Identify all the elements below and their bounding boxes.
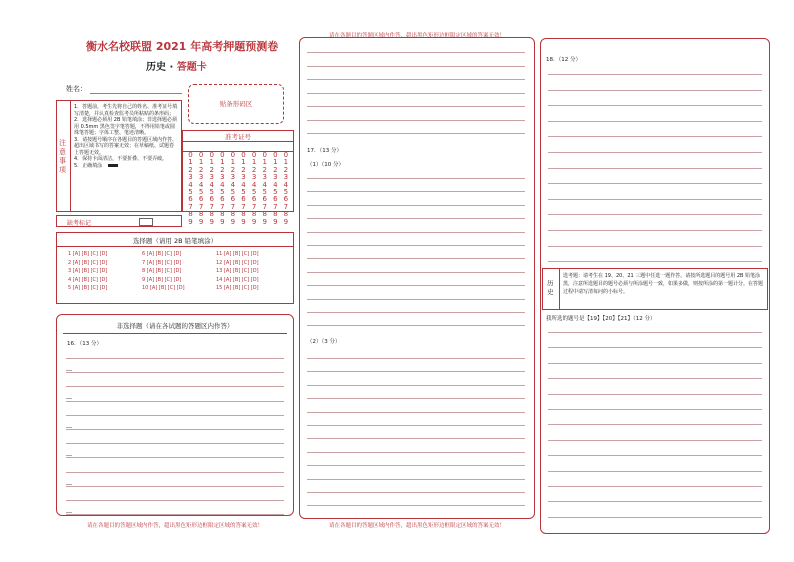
answer-line[interactable] bbox=[548, 517, 762, 518]
exam-number-digit-bubble[interactable]: 1 bbox=[251, 158, 257, 167]
exam-number-digit-bubble[interactable]: 7 bbox=[198, 202, 204, 211]
answer-line[interactable] bbox=[548, 246, 762, 247]
exam-number-digit-bubble[interactable]: 8 bbox=[251, 210, 257, 219]
answer-line[interactable] bbox=[307, 106, 525, 107]
question-16-label: 16．（13 分） bbox=[67, 341, 102, 347]
answer-line[interactable] bbox=[307, 133, 525, 134]
mcq-question-row[interactable]: 10 [A] [B] [C] [D] bbox=[142, 285, 185, 292]
answer-line[interactable] bbox=[307, 232, 525, 233]
subject-heading bbox=[146, 58, 207, 73]
note-item-3: 3．请按题号顺序在各题目的答题区域内作答，超出区域书写的答案无效；在草稿纸、试题卷上答题无效。 bbox=[74, 136, 178, 156]
exam-number-column[interactable] bbox=[207, 152, 216, 226]
exam-number-digit-bubble[interactable]: 9 bbox=[262, 217, 267, 226]
exam-number-digit-bubble[interactable]: 6 bbox=[273, 195, 278, 204]
answer-line[interactable] bbox=[548, 471, 762, 472]
exam-number-digit-bubble[interactable]: 8 bbox=[230, 210, 236, 219]
answer-line[interactable] bbox=[307, 178, 525, 179]
answer-line[interactable] bbox=[66, 372, 284, 373]
exam-number-digit-bubble[interactable]: 1 bbox=[209, 158, 214, 167]
blank-mark: __ bbox=[66, 420, 72, 428]
exam-number-digit-bubble[interactable]: 4 bbox=[273, 180, 278, 189]
exam-number-digit-bubble[interactable]: 8 bbox=[283, 210, 289, 219]
answer-line[interactable] bbox=[307, 191, 525, 192]
answer-line[interactable] bbox=[548, 394, 762, 395]
mcq-question-row[interactable]: 12 [A] [B] [C] [D] bbox=[216, 259, 259, 266]
note-item-5: 5．正确填涂 bbox=[74, 163, 178, 170]
top-warning-col2: 请在各题目的答题区域内作答，超出黑色矩形边框限定区域的答案无效！ bbox=[328, 33, 505, 39]
exam-number-digit-bubble[interactable]: 4 bbox=[262, 180, 267, 189]
exam-number-digit-bubble[interactable]: 7 bbox=[283, 202, 289, 211]
answer-line[interactable] bbox=[307, 285, 525, 286]
exam-number-digit-bubble[interactable]: 0 bbox=[198, 151, 204, 159]
exam-number-digit-bubble[interactable]: 0 bbox=[188, 151, 193, 159]
exam-number-digit-bubble[interactable]: 0 bbox=[230, 151, 236, 159]
answer-line[interactable] bbox=[548, 455, 762, 456]
exam-number-digit-bubble[interactable]: 5 bbox=[230, 188, 236, 197]
exam-number-digit-bubble[interactable]: 9 bbox=[220, 217, 225, 226]
answer-line[interactable] bbox=[307, 272, 525, 273]
exam-number-digit-bubble[interactable]: 3 bbox=[251, 173, 257, 182]
nonmcq-heading: 非选择题（请在各试题的答题区内作答） bbox=[116, 322, 234, 330]
blank-mark: __ bbox=[66, 506, 72, 513]
exam-number-column[interactable] bbox=[271, 152, 280, 226]
exam-number-digit-bubble[interactable]: 1 bbox=[262, 158, 267, 167]
mcq-heading: 选择题（请用 2B 铅笔填涂） bbox=[132, 237, 218, 245]
exam-title: 衡水名校联盟 2021 年高考押题预测卷 bbox=[86, 40, 279, 53]
answer-line[interactable] bbox=[548, 230, 762, 231]
answer-line[interactable] bbox=[548, 261, 762, 262]
exam-number-digit-bubble[interactable]: 5 bbox=[209, 188, 214, 197]
answer-line[interactable] bbox=[548, 214, 762, 215]
question-17-part1-label: （1）（10 分） bbox=[307, 162, 344, 168]
name-label: 姓名： bbox=[66, 85, 87, 93]
exam-number-digit-bubble[interactable]: 0 bbox=[251, 151, 257, 159]
question-17-label: 17．（13 分） bbox=[307, 148, 342, 154]
exam-number-digit-bubble[interactable]: 3 bbox=[273, 173, 278, 182]
exam-number-digit-bubble[interactable]: 7 bbox=[251, 202, 257, 211]
exam-number-digit-bubble[interactable]: 9 bbox=[209, 217, 214, 226]
answer-line[interactable] bbox=[307, 245, 525, 246]
exam-number-digit-bubble[interactable]: 5 bbox=[188, 188, 193, 197]
answer-line[interactable] bbox=[548, 121, 762, 122]
answer-line[interactable] bbox=[307, 438, 525, 439]
absent-checkbox[interactable] bbox=[139, 218, 153, 226]
mcq-question-row[interactable]: 15 [A] [B] [C] [D] bbox=[216, 285, 259, 292]
answer-line[interactable] bbox=[307, 371, 525, 372]
exam-number-digit-bubble[interactable]: 8 bbox=[273, 210, 278, 219]
exam-number-digit-bubble[interactable]: 8 bbox=[241, 210, 246, 219]
exam-number-digit-bubble[interactable]: 2 bbox=[209, 165, 214, 174]
answer-line[interactable] bbox=[307, 93, 525, 94]
exam-number-digit-bubble[interactable]: 8 bbox=[209, 210, 214, 219]
exam-number-digit-bubble[interactable]: 4 bbox=[241, 180, 246, 189]
exam-number-digit-bubble[interactable]: 2 bbox=[220, 165, 225, 174]
answer-line[interactable] bbox=[307, 398, 525, 399]
answer-line[interactable] bbox=[307, 312, 525, 313]
exam-number-digit-bubble[interactable]: 6 bbox=[198, 195, 204, 204]
answer-line[interactable] bbox=[66, 443, 284, 444]
answer-line[interactable] bbox=[307, 52, 525, 53]
barcode-label: 贴条形码区 bbox=[219, 100, 253, 108]
answer-line[interactable] bbox=[548, 424, 762, 425]
mcq-question-row[interactable]: 4 [A] [B] [C] [D] bbox=[68, 276, 108, 283]
exam-number-digit-bubble[interactable]: 8 bbox=[198, 210, 204, 219]
exam-number-column[interactable] bbox=[239, 152, 248, 226]
answer-card-label: 答题卡 bbox=[176, 62, 207, 73]
exam-number-column[interactable] bbox=[218, 152, 227, 226]
elective-box bbox=[542, 268, 768, 310]
exam-number-digit-bubble[interactable]: 4 bbox=[220, 180, 225, 189]
mcq-question-row[interactable]: 14 [A] [B] [C] [D] bbox=[216, 276, 259, 283]
subject-name: 历史 bbox=[146, 62, 166, 73]
exam-number-digit-bubble[interactable]: 3 bbox=[209, 173, 214, 182]
exam-number-digit-bubble[interactable]: 0 bbox=[283, 151, 289, 159]
exam-number-column[interactable] bbox=[197, 152, 206, 226]
exam-number-digit-bubble[interactable]: 7 bbox=[273, 202, 278, 211]
answer-line[interactable] bbox=[548, 152, 762, 153]
exam-number-digit-bubble[interactable]: 7 bbox=[230, 202, 236, 211]
mcq-question-row[interactable]: 11 [A] [B] [C] [D] bbox=[216, 251, 259, 257]
exam-number-digit-bubble[interactable]: 6 bbox=[283, 195, 289, 204]
answer-line[interactable] bbox=[548, 199, 762, 200]
exam-number-digit-bubble[interactable]: 4 bbox=[283, 180, 289, 189]
barcode-area bbox=[188, 84, 284, 124]
exam-number-digit-bubble[interactable]: 1 bbox=[230, 158, 236, 167]
elective-subject: 历史 bbox=[547, 279, 554, 296]
answer-line[interactable] bbox=[548, 183, 762, 184]
exam-number-digit-bubble[interactable]: 4 bbox=[209, 180, 214, 189]
answer-line[interactable] bbox=[307, 299, 525, 300]
exam-number-digit-bubble[interactable]: 9 bbox=[230, 217, 236, 226]
exam-number-digit-bubble[interactable]: 4 bbox=[198, 180, 204, 189]
exam-number-digit-bubble[interactable]: 5 bbox=[198, 188, 204, 197]
mcq-question-row[interactable]: 8 [A] [B] [C] [D] bbox=[142, 268, 182, 275]
exam-number-digit-bubble[interactable]: 5 bbox=[220, 188, 225, 197]
exam-number-digit-bubble[interactable]: 8 bbox=[262, 210, 267, 219]
note-item-2: 2．选择题必须用 2B 铅笔填涂；非选择题必须用 0.5mm 黑色签字笔答题，不得用铅笔或圆珠笔答题；字体工整、笔迹清晰。 bbox=[74, 117, 177, 136]
blank-mark: __ bbox=[66, 364, 72, 371]
exam-number-digit-bubble[interactable]: 0 bbox=[209, 151, 214, 159]
exam-number-digit-bubble[interactable]: 2 bbox=[251, 165, 257, 174]
exam-number-digit-bubble[interactable]: 9 bbox=[273, 217, 278, 226]
exam-number-digit-bubble[interactable]: 0 bbox=[273, 151, 278, 159]
exam-number-digit-bubble[interactable]: 7 bbox=[220, 202, 225, 211]
answer-line[interactable] bbox=[307, 79, 525, 80]
mcq-question-row[interactable]: 6 [A] [B] [C] [D] bbox=[142, 251, 182, 257]
exam-number-digit-bubble[interactable]: 1 bbox=[220, 158, 225, 167]
exam-number-digit-bubble[interactable]: 9 bbox=[241, 217, 246, 226]
question-17-part2-label: （2）（3 分） bbox=[307, 339, 341, 345]
answer-line[interactable] bbox=[307, 358, 525, 359]
answer-line[interactable] bbox=[307, 218, 525, 219]
exam-number-digit-bubble[interactable]: 1 bbox=[283, 158, 289, 167]
exam-number-digit-bubble[interactable]: 3 bbox=[283, 173, 289, 182]
answer-line[interactable] bbox=[548, 409, 762, 410]
exam-number-digit-bubble[interactable]: 4 bbox=[230, 180, 236, 189]
exam-number-digit-bubble[interactable]: 0 bbox=[262, 151, 267, 159]
absent-label: 缺考标记 bbox=[67, 220, 92, 227]
exam-number-column[interactable] bbox=[228, 152, 237, 226]
answer-line[interactable] bbox=[307, 452, 525, 453]
subject-separator: · bbox=[169, 62, 174, 73]
exam-number-digit-bubble[interactable]: 7 bbox=[209, 202, 214, 211]
blank-mark: __ bbox=[66, 449, 72, 457]
answer-line[interactable] bbox=[548, 74, 762, 75]
exam-number-digit-bubble[interactable]: 0 bbox=[241, 151, 246, 159]
exam-number-heading: 准考证号 bbox=[225, 133, 251, 141]
answer-line[interactable] bbox=[66, 514, 284, 515]
answer-line[interactable] bbox=[66, 500, 284, 501]
exam-number-digit-bubble[interactable]: 6 bbox=[230, 195, 236, 204]
elective-instructions: 选考题：请考生在 19、20、21 三题中任选一题作答。请按所选题目的题号用 2B 铅笔涂黑，注意所选题目的题号必须与所涂题号一致，如果多做，则按所涂的第一题计分。在答题过程中请写清每问的小标号。 bbox=[563, 273, 764, 295]
exam-number-digit-bubble[interactable]: 1 bbox=[198, 158, 204, 167]
answer-line[interactable] bbox=[548, 363, 762, 364]
exam-number-digit-bubble[interactable]: 2 bbox=[273, 165, 278, 174]
exam-number-digit-bubble[interactable]: 3 bbox=[262, 173, 267, 182]
answer-line[interactable] bbox=[307, 492, 525, 493]
exam-number-digit-bubble[interactable]: 7 bbox=[262, 202, 267, 211]
question-18-label: 18．（12 分） bbox=[546, 57, 581, 63]
answer-line[interactable] bbox=[307, 66, 525, 67]
blank-mark: __ bbox=[66, 477, 72, 485]
note-item-4: 4．保持卡面清洁，不要折叠、不要弄破。 bbox=[74, 156, 168, 162]
exam-number-digit-bubble[interactable]: 2 bbox=[230, 165, 236, 174]
answer-line[interactable] bbox=[307, 505, 525, 506]
answer-line[interactable] bbox=[307, 479, 525, 480]
exam-number-digit-bubble[interactable]: 3 bbox=[241, 173, 246, 182]
answer-line[interactable] bbox=[548, 440, 762, 441]
answer-line[interactable] bbox=[66, 358, 284, 359]
answer-line[interactable] bbox=[66, 386, 284, 387]
answer-line[interactable] bbox=[66, 415, 284, 416]
elective-choice[interactable]: 我所选的题号是【19】【20】【21】（12 分） bbox=[546, 316, 656, 322]
answer-line[interactable] bbox=[307, 412, 525, 413]
exam-number-digit-bubble[interactable]: 4 bbox=[188, 180, 193, 189]
exam-number-digit-bubble[interactable]: 5 bbox=[283, 188, 289, 197]
exam-number-digit-bubble[interactable]: 8 bbox=[188, 210, 193, 219]
exam-number-digit-bubble[interactable]: 6 bbox=[241, 195, 246, 204]
answer-line[interactable] bbox=[548, 105, 762, 106]
exam-number-digit-bubble[interactable]: 2 bbox=[262, 165, 267, 174]
answer-line[interactable] bbox=[307, 120, 525, 121]
exam-number-digit-bubble[interactable]: 9 bbox=[283, 217, 289, 226]
exam-number-digit-bubble[interactable]: 6 bbox=[188, 195, 193, 204]
answer-line[interactable] bbox=[548, 501, 762, 502]
answer-line[interactable] bbox=[66, 486, 284, 487]
question-17-box bbox=[299, 37, 535, 519]
answer-line[interactable] bbox=[66, 401, 284, 402]
exam-number-digit-bubble[interactable]: 5 bbox=[241, 188, 246, 197]
bottom-warning-col2: 请在各题目的答题区域内作答，超出黑色矩形边框限定区域的答案无效！ bbox=[328, 523, 505, 529]
mcq-question-row[interactable]: 7 [A] [B] [C] [D] bbox=[142, 259, 182, 266]
answer-line[interactable] bbox=[66, 457, 284, 458]
blank-mark: __ bbox=[66, 392, 72, 400]
exam-number-digit-bubble[interactable]: 6 bbox=[209, 195, 214, 204]
answer-line[interactable] bbox=[307, 325, 525, 326]
answer-line[interactable] bbox=[548, 332, 762, 333]
answer-line[interactable] bbox=[548, 486, 762, 487]
exam-number-digit-bubble[interactable]: 5 bbox=[251, 188, 257, 197]
mcq-question-row[interactable]: 1 [A] [B] [C] [D] bbox=[68, 251, 108, 257]
notes-box bbox=[56, 100, 182, 212]
bottom-warning-col1: 请在各题目的答题区域内作答，超出黑色矩形边框限定区域的答案无效！ bbox=[86, 523, 263, 529]
exam-number-digit-bubble[interactable]: 6 bbox=[251, 195, 257, 204]
answer-line[interactable] bbox=[548, 90, 762, 91]
exam-number-digit-bubble[interactable]: 2 bbox=[198, 165, 204, 174]
answer-line[interactable] bbox=[307, 258, 525, 259]
filled-bubble-sample bbox=[108, 164, 118, 167]
answer-line[interactable] bbox=[307, 205, 525, 206]
answer-line[interactable] bbox=[307, 425, 525, 426]
exam-number-digit-bubble[interactable]: 1 bbox=[273, 158, 278, 167]
exam-number-digit-bubble[interactable]: 3 bbox=[230, 173, 236, 182]
exam-number-digit-bubble[interactable]: 4 bbox=[251, 180, 257, 189]
exam-number-digit-bubble[interactable]: 2 bbox=[241, 165, 246, 174]
exam-number-digit-bubble[interactable]: 9 bbox=[251, 217, 257, 226]
mcq-question-row[interactable]: 5 [A] [B] [C] [D] bbox=[68, 285, 108, 292]
exam-number-digit-bubble[interactable]: 3 bbox=[188, 173, 193, 182]
answer-line[interactable] bbox=[307, 385, 525, 386]
answer-line[interactable] bbox=[66, 472, 284, 473]
exam-number-digit-bubble[interactable]: 3 bbox=[198, 173, 204, 182]
exam-number-digit-bubble[interactable]: 2 bbox=[188, 165, 193, 174]
answer-line[interactable] bbox=[548, 378, 762, 379]
exam-number-digit-bubble[interactable]: 7 bbox=[188, 202, 193, 211]
mcq-question-row[interactable]: 13 [A] [B] [C] [D] bbox=[216, 268, 259, 275]
exam-number-digit-bubble[interactable]: 8 bbox=[220, 210, 225, 219]
exam-number-column[interactable] bbox=[186, 152, 195, 226]
note-item-1: 1．答题前，考生先将自己的姓名、准考证号填写清楚，并认真检查监考员所粘贴的条形码； bbox=[74, 104, 178, 117]
answer-line[interactable] bbox=[307, 465, 525, 466]
mcq-question-row[interactable]: 2 [A] [B] [C] [D] bbox=[68, 259, 108, 266]
exam-number-digit-bubble[interactable]: 5 bbox=[273, 188, 278, 197]
exam-number-column[interactable] bbox=[281, 152, 290, 226]
exam-number-digit-bubble[interactable]: 1 bbox=[188, 158, 193, 167]
mcq-question-row[interactable]: 9 [A] [B] [C] [D] bbox=[142, 276, 182, 283]
exam-number-digit-bubble[interactable]: 5 bbox=[262, 188, 267, 197]
exam-number-digit-bubble[interactable]: 7 bbox=[241, 202, 246, 211]
exam-number-digit-bubble[interactable]: 2 bbox=[283, 165, 289, 174]
answer-line[interactable] bbox=[66, 429, 284, 430]
exam-number-digit-bubble[interactable]: 1 bbox=[241, 158, 246, 167]
absent-box bbox=[56, 215, 182, 227]
exam-number-digit-bubble[interactable]: 6 bbox=[262, 195, 267, 204]
answer-line[interactable] bbox=[548, 136, 762, 137]
exam-number-column[interactable] bbox=[260, 152, 269, 226]
notes-heading: 注意事项 bbox=[59, 139, 66, 174]
mcq-question-row[interactable]: 3 [A] [B] [C] [D] bbox=[68, 268, 108, 275]
exam-number-digit-bubble[interactable]: 0 bbox=[220, 151, 225, 159]
exam-number-digit-bubble[interactable]: 9 bbox=[198, 217, 204, 226]
answer-line[interactable] bbox=[548, 168, 762, 169]
exam-number-digit-bubble[interactable]: 3 bbox=[220, 173, 225, 182]
exam-number-digit-bubble[interactable]: 6 bbox=[220, 195, 225, 204]
exam-number-digit-bubble[interactable]: 9 bbox=[188, 217, 193, 226]
name-line bbox=[90, 93, 182, 94]
exam-number-column[interactable] bbox=[250, 152, 259, 226]
answer-line[interactable] bbox=[548, 347, 762, 348]
